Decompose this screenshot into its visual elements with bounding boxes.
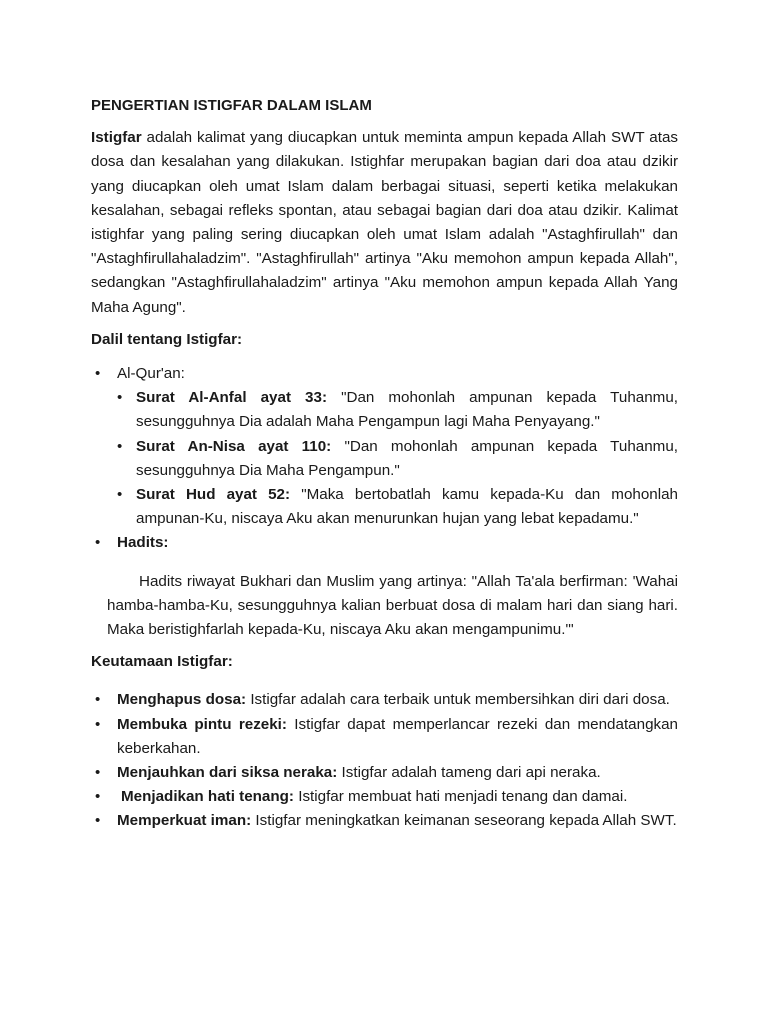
benefit-label: Membuka pintu rezeki:: [117, 715, 287, 733]
verse-item: [117, 435, 678, 483]
hadits-quote: Hadits riwayat Bukhari dan Muslim yang artinya: "Allah Ta'ala berfirman: 'Wahai hamba-hamba-Ku, sesungguhnya kalian berbuat dosa di malam hari dan siang hari. Maka beristighfarlah kepada-Ku, niscaya Aku akan mengampunimu.'": [107, 572, 678, 639]
benefit-item: [91, 688, 678, 712]
intro-paragraph: [91, 126, 678, 320]
verse-text: "Dan mohonlah ampunan kepada Tuhanmu, sesungguhnya Dia Maha Pengampun.": [136, 437, 678, 479]
dalil-list: [91, 362, 678, 531]
verse-item: [117, 483, 678, 531]
bullet-icon: •: [95, 812, 101, 830]
benefit-label: Menjauhkan dari siksa neraka:: [117, 764, 338, 782]
benefit-item: [91, 785, 678, 809]
dalil-heading: Dalil tentang Istigfar:: [91, 330, 243, 348]
keutamaan-list: [91, 688, 678, 833]
hadits-item: [91, 531, 678, 555]
verse-text: "Maka bertobatlah kamu kepada-Ku dan mohonlah ampunan-Ku, niscaya Aku akan menurunkan hujan yang lebat kepadamu.": [136, 486, 678, 528]
benefit-text: Istigfar adalah tameng dari api neraka.: [337, 764, 601, 782]
page-title: PENGERTIAN ISTIGFAR DALAM ISLAM: [91, 97, 372, 114]
benefit-label: Menjadikan hati tenang:: [121, 788, 294, 806]
quran-label: Al-Qur'an:: [117, 365, 185, 383]
intro-text: adalah kalimat yang diucapkan untuk meminta ampun kepada Allah SWT atas dosa dan kesalahan yang dilakukan. Istighfar merupakan bagian dari doa atau dzikir yang diucapkan oleh umat Islam dalam berbagai situasi, seperti ketika melakukan kesalahan, sebagai refleks spontan, atau sebagai bagian dari doa atau dzikir. Kalimat istighfar yang paling sering diucapkan oleh umat Islam adalah "Astaghfirullah" dan "Astaghfirullahaladzim". "Astaghfirullah" artinya "Aku memohon ampun kepada Allah", sedangkan "Astaghfirullahaladzim" artinya "Aku memohon ampun kepada Allah Yang Maha Agung".: [91, 129, 678, 316]
benefit-item: [91, 761, 678, 785]
document-page: [91, 94, 678, 834]
bullet-icon: •: [95, 365, 101, 383]
verse-ref: Surat Hud ayat 52:: [136, 486, 291, 504]
benefit-text: Istigfar dapat memperlancar rezeki dan mendatangkan keberkahan.: [117, 715, 678, 757]
hadits-label: Hadits:: [117, 534, 169, 552]
benefit-item: [91, 809, 678, 833]
bullet-icon: •: [95, 764, 101, 782]
quran-verses-list: [117, 386, 678, 531]
verse-item: [117, 386, 678, 434]
bullet-icon: •: [95, 691, 101, 709]
benefit-label: Menghapus dosa:: [117, 691, 247, 709]
benefit-item: [91, 713, 678, 761]
verse-text: "Dan mohonlah ampunan kepada Tuhanmu, sesungguhnya Dia adalah Maha Pengampun lagi Maha Penyayang.": [136, 389, 678, 431]
benefit-text: Istigfar membuat hati menjadi tenang dan damai.: [294, 788, 628, 806]
quran-item: [91, 362, 678, 531]
bullet-icon: •: [95, 715, 101, 733]
verse-ref: Surat An-Nisa ayat 110:: [136, 437, 332, 455]
benefit-text: Istigfar adalah cara terbaik untuk membersihkan diri dari dosa.: [246, 691, 670, 709]
benefit-text: Istigfar meningkatkan keimanan seseorang kepada Allah SWT.: [251, 812, 677, 830]
bullet-icon: •: [95, 534, 101, 552]
intro-term: Istigfar: [91, 129, 142, 147]
bullet-icon: •: [117, 486, 123, 504]
verse-ref: Surat Al-Anfal ayat 33:: [136, 389, 328, 407]
bullet-icon: •: [95, 788, 101, 806]
bullet-icon: •: [117, 389, 123, 407]
keutamaan-heading: Keutamaan Istigfar:: [91, 653, 233, 671]
benefit-label: Memperkuat iman:: [117, 812, 252, 830]
hadits-list: [91, 531, 678, 555]
bullet-icon: •: [117, 437, 123, 455]
